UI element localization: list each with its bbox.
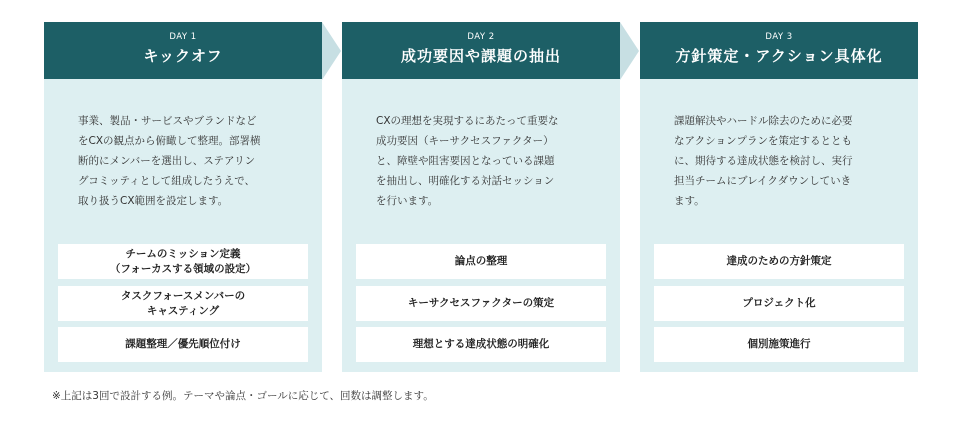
day2-item-1: 論点の整理 xyxy=(356,244,606,279)
day1-card xyxy=(44,22,322,372)
day2-description: CXの理想を実現するにあたって重要な 成功要因（キーサクセスファクター） と、障壁や阻害要因となっている課題 を抽出し、明確化する対話セッション を行います。 xyxy=(376,115,559,207)
day3-item-3: 個別施策進行 xyxy=(654,327,904,362)
day3-label: DAY 3 xyxy=(765,32,793,42)
day3-item-2: プロジェクト化 xyxy=(654,286,904,321)
day1-item-2: タスクフォースメンバーの キャスティング xyxy=(58,286,308,321)
day1-item-3: 課題整理／優先順位付け xyxy=(58,327,308,362)
chevron-right-icon xyxy=(620,22,639,80)
day3-card xyxy=(640,22,918,372)
day1-item-1: チームのミッション定義 （フォーカスする領域の設定） xyxy=(58,244,308,279)
day1-title: キックオフ xyxy=(143,47,223,65)
day2-label: DAY 2 xyxy=(467,32,495,42)
day3-item-1: 達成のための方針策定 xyxy=(654,244,904,279)
day1-label: DAY 1 xyxy=(169,32,197,42)
day2-item-2: キーサクセスファクターの策定 xyxy=(356,286,606,321)
day2-header xyxy=(342,22,620,79)
day3-header xyxy=(640,22,918,79)
day3-description: 課題解決やハードル除去のために必要 なアクションプランを策定するととも に、期待する達成状態を検討し、実行 担当チームにブレイクダウンしていき ます。 xyxy=(674,115,853,207)
day3-title: 方針策定・アクション具体化 xyxy=(675,47,883,65)
day2-card xyxy=(342,22,620,372)
chevron-right-icon xyxy=(322,22,341,80)
day1-description: 事業、製品・サービスやブランドなど をCXの観点から俯瞰して整理。部署横 断的にメンバーを選出し、ステアリン グコミッティとして組成したうえで、 取り扱うCX範囲を設定します。 xyxy=(78,115,261,207)
footnote: ※上記は3回で設計する例。テーマや論点・ゴールに応じて、回数は調整します。 xyxy=(52,390,434,402)
day2-title: 成功要因や課題の抽出 xyxy=(400,47,561,65)
day1-header xyxy=(44,22,322,79)
day2-item-3: 理想とする達成状態の明確化 xyxy=(356,327,606,362)
